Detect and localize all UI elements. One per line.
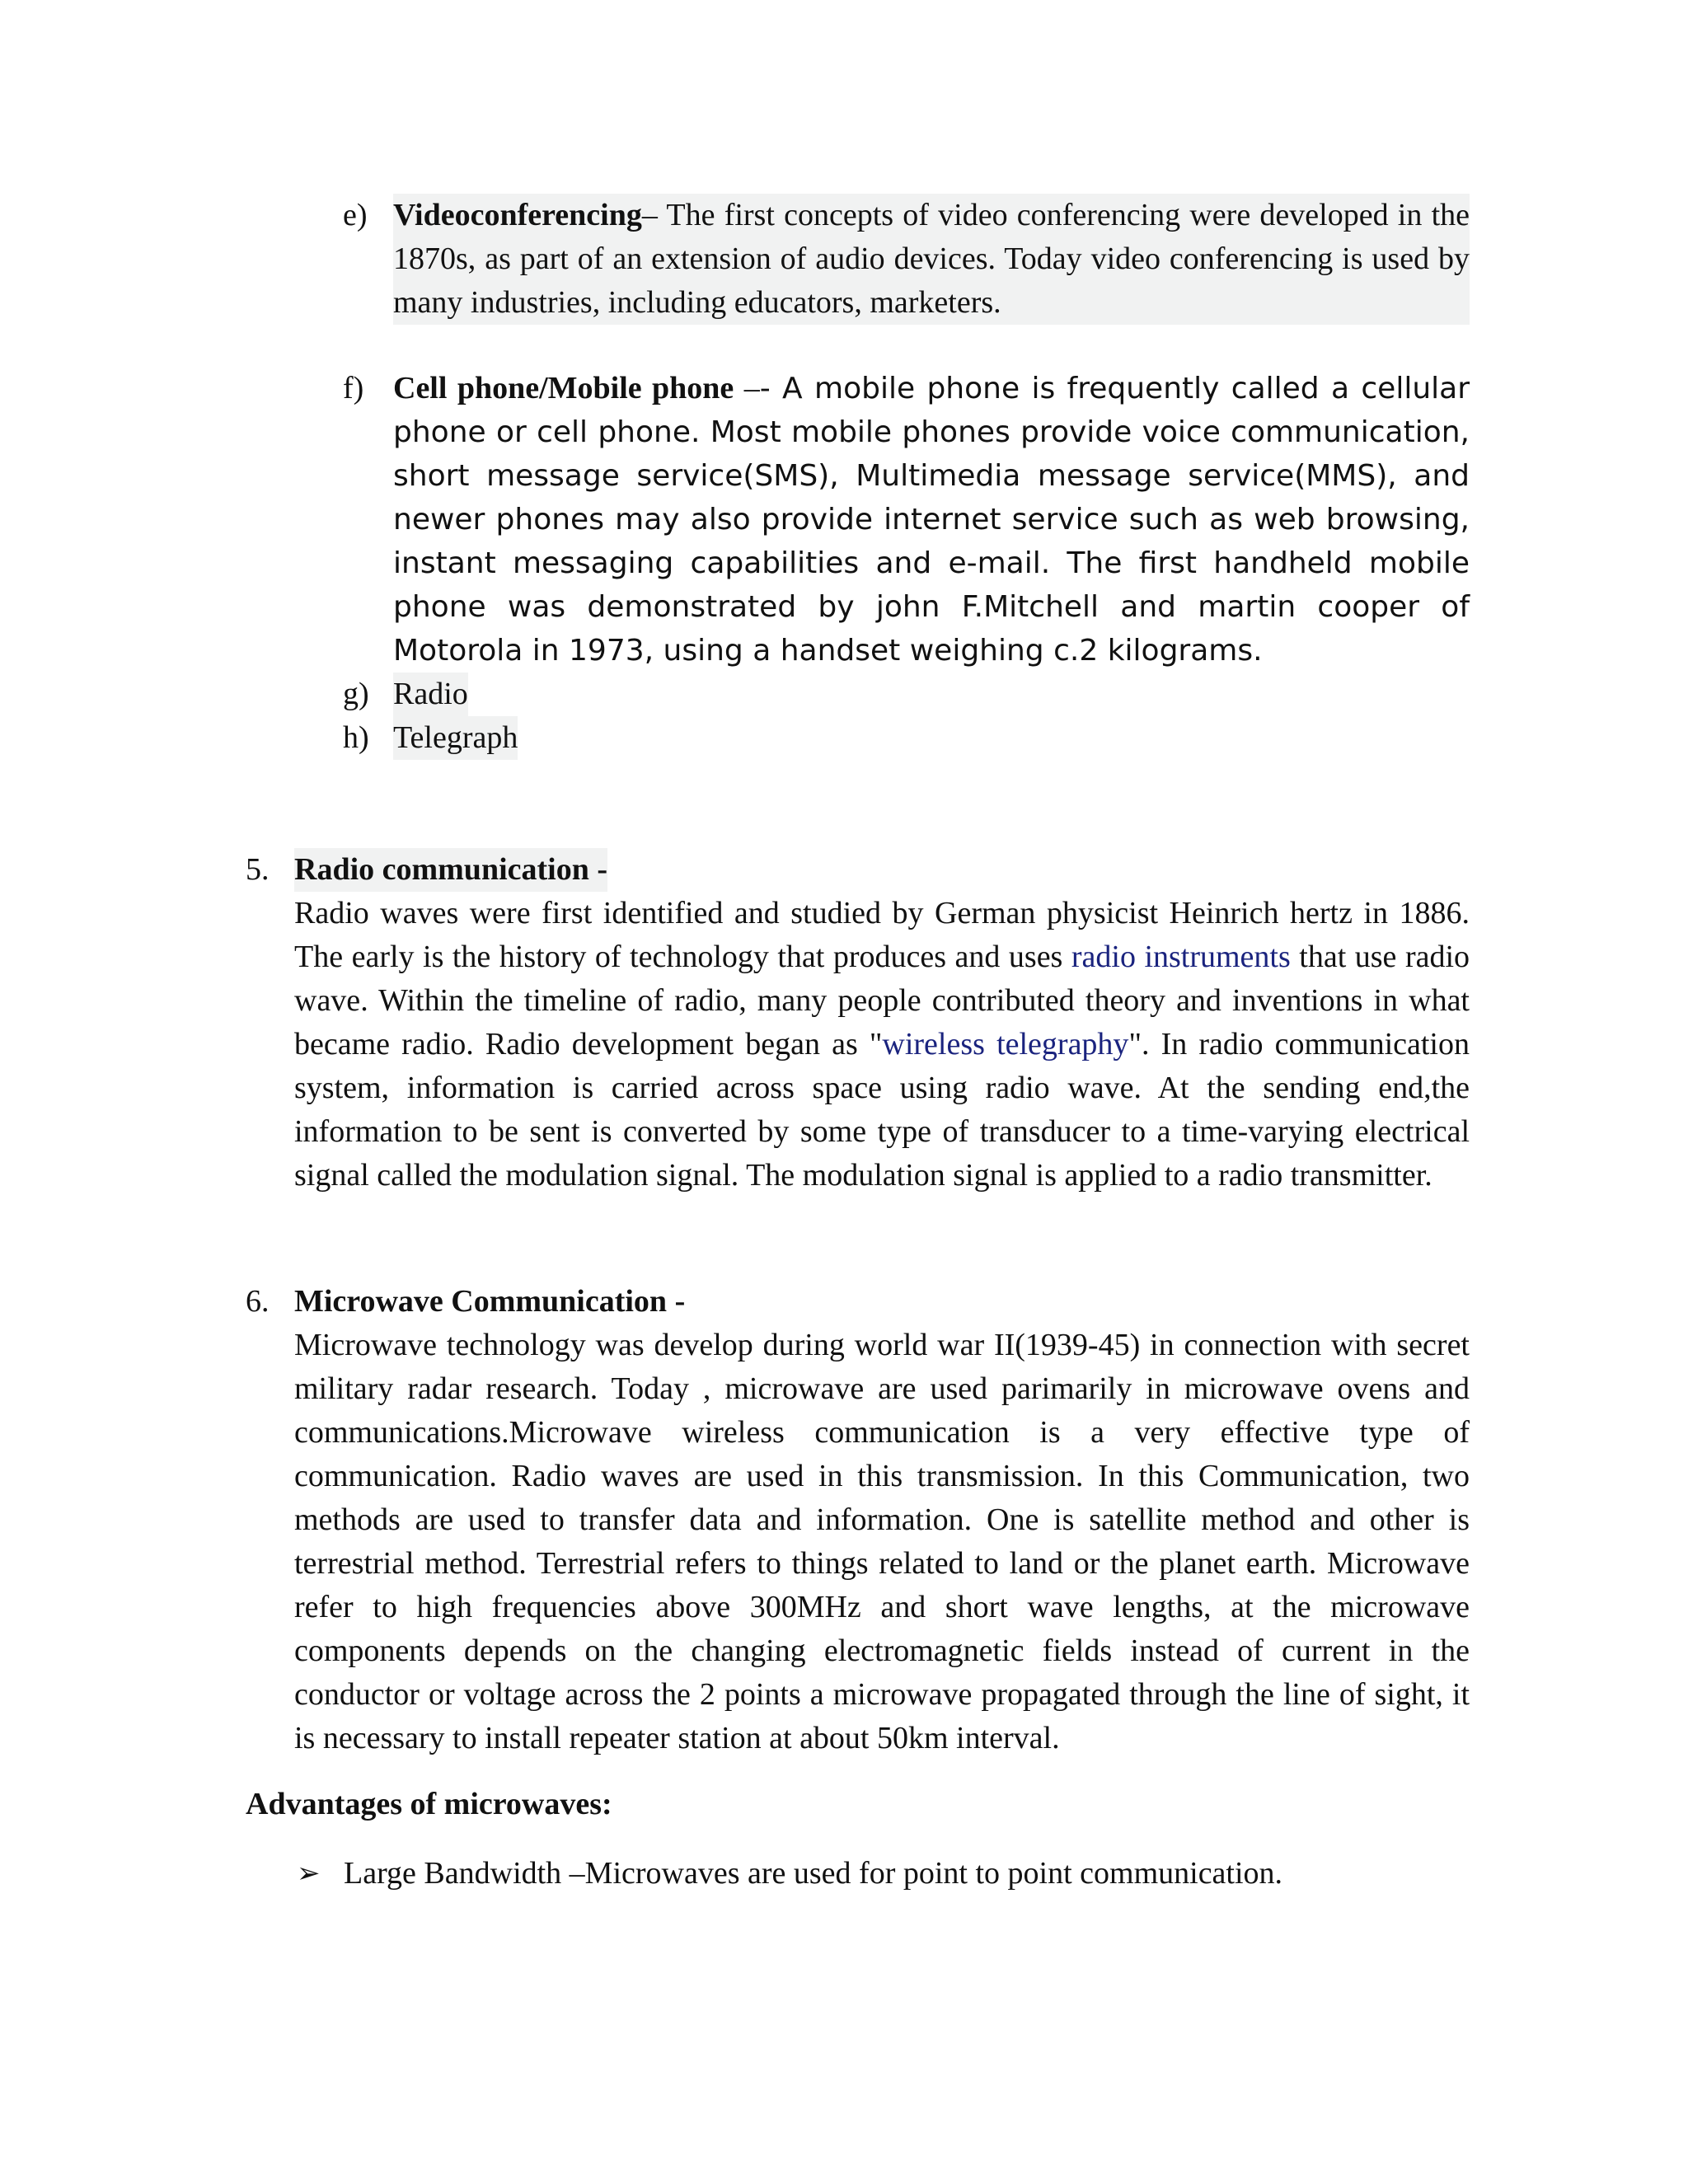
section-5-number: 5. [246,852,270,887]
advantage-item-bandwidth: Large Bandwidth –Microwaves are used for point to point communication. [344,1856,1283,1891]
list-marker-f: f) [343,371,364,405]
section-6-number: 6. [246,1284,270,1319]
section-5-text-1: Radio waves were first identified and studied by German physicist Heinrich hertz in 1886. The early is the history of technology that produces and uses [294,896,1470,974]
cell-phone-title: Cell phone/Mobile phone [393,371,744,405]
section-5-text-2b: radio wave [294,940,1470,1018]
videoconferencing-title: Videoconferencing [393,198,642,232]
list-item-radio: Radio [393,673,468,716]
wireless-telegraphy-link[interactable]: wireless telegraphy [882,1027,1129,1062]
arrow-bullet-icon: ➢ [297,1858,321,1889]
cell-phone-text: - A mobile phone is frequently called a cellular phone or cell phone. Most mobile phones provide voice communication, short message service(SMS), Multimedia message service(MMS), and newer phones may also provide internet service such as web browsing, instant messaging capabilities and e-mail. The first handheld mobile phone was demonstrated by john F.Mitchell and martin cooper of Motorola in 1973, using a handset weighing c.2 kilograms. [393,372,1470,668]
section-5-text-5: ". In radio communication system, information is carried across space using radio wave. At the sending end,the information to be sent is converted by some type of transducer to a time-varying electrical signal called the modulation signal. The modulation signal is applied to a radio transmitter. [294,1027,1470,1193]
section-5-text-2: that use [1290,940,1405,974]
section-5-body [294,892,1470,1197]
section-6-heading: Microwave Communication - [294,1284,686,1319]
videoconferencing-text: – The first concepts of video conferencing were developed in the 1870s, as part of an extension of audio devices. Today video conferencing is used by many industries, including educators, marketers. [393,198,1470,320]
section-5-heading: Radio communication - [294,848,607,892]
list-marker-e: e) [343,198,368,232]
section-5-text-4: . Radio development began as " [466,1027,883,1062]
section-6-body: Microwave technology was develop during world war II(1939-45) in connection with secret military radar research. Today , microwave are used parimarily in microwave ovens and communications.Microwave wireless communication is a very effective type of communication. Radio waves are used in this transmission. In this Communication, two methods are used to transfer data and information. One is satellite method and other is terrestrial method. Terrestrial refers to things related to land or the planet earth. Microwave refer to high frequencies above 300MHz and short wave lengths, at the microwave components depends on the changing electromagnetic fields instead of current in the conductor or voltage across the 2 points a microwave propagated through the line of sight, it is necessary to install repeater station at about 50km interval. [294,1328,1470,1755]
list-item-videoconferencing [393,194,1470,325]
list-item-cell-phone [393,367,1470,673]
radio-instruments-link[interactable]: radio instruments [1071,940,1291,974]
advantages-heading: Advantages of microwaves: [246,1787,612,1821]
cell-phone-dash: – [743,371,760,405]
list-item-telegraph: Telegraph [393,716,518,760]
section-5-text-3: . Within the timeline of radio, many people contributed theory and inventions in what became [294,983,1470,1062]
section-5-text-3b: radio [401,1027,467,1062]
list-marker-h: h) [343,720,369,755]
list-marker-g: g) [343,677,369,711]
